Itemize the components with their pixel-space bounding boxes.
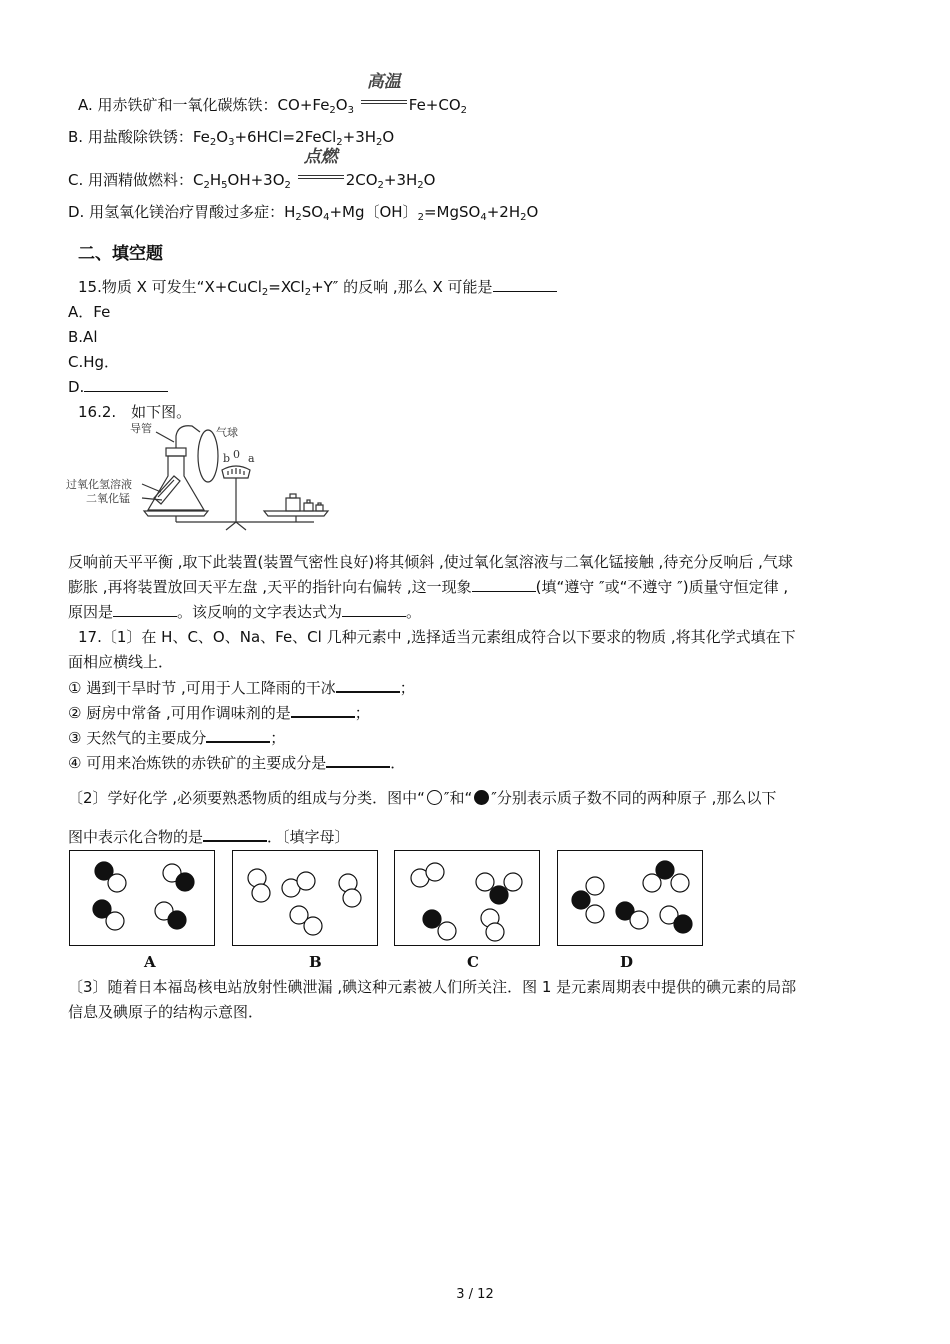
label-balloon: 气球: [216, 426, 238, 439]
option-c: C. 用酒精做燃料：$C_2H_5OH+3O_2$ 点燃 $2CO_2+3H_2O$: [68, 147, 436, 191]
q16-text-line2: 膨胀 ,再将装置放回天平左盘 ,天平的指针向右偏转 ,这一现象 (填“遵守 ″或“不遵守 ″)质量守恒定律 ,: [68, 578, 789, 596]
black-atom-icon: [474, 790, 489, 805]
q15-option-c: C.Hg．: [68, 353, 120, 371]
answer-blank[interactable]: [84, 377, 168, 392]
answer-blank[interactable]: [291, 702, 355, 718]
label-tube: 导管: [130, 422, 152, 435]
option-a: A. 用赤铁矿和一氧化碳炼铁：$CO+Fe_2O_3$ 高温 $Fe+CO_2$: [78, 72, 468, 116]
white-atom-icon: [427, 790, 442, 805]
q17-p1-line2: 面相应横线上．: [68, 653, 174, 671]
label-h2o2: 过氧化氢溶液: [66, 478, 132, 491]
section-title: 二、填空题: [78, 244, 163, 264]
q16-text-line1: 反响前天平平衡 ,取下此装置(装置气密性良好)将其倾斜 ,使过氧化氢溶液与二氧化锰接触 ,待充分反响后 ,气球: [68, 553, 793, 571]
answer-blank[interactable]: [203, 826, 267, 842]
molecule-box-c[interactable]: [394, 850, 540, 946]
box-label-d: D: [620, 953, 634, 971]
molecule-box-b[interactable]: [232, 850, 378, 946]
q16-text-line3: 原因是 。该反响的文字表达式为 。: [68, 603, 422, 621]
answer-blank[interactable]: [113, 602, 177, 617]
label-mno2: 二氧化锰: [86, 492, 130, 505]
answer-blank[interactable]: [342, 602, 406, 617]
q15-stem: 15.物质 X 可发生“X+CuCl$_2$=XCl$_2$+Y″ 的反响 ,那么 X 可能是: [78, 277, 557, 303]
answer-blank[interactable]: [206, 727, 270, 743]
label-b: b: [223, 452, 231, 465]
balance-apparatus-figure: [66, 418, 336, 533]
page-number: 3 / 12: [456, 1287, 494, 1302]
q15-option-a: A．Fe: [68, 303, 111, 321]
box-label-b: B: [309, 953, 322, 971]
q17-p3-line1: 〔3〕随着日本福岛核电站放射性碘泄漏 ,碘这种元素被人们所关注．图 1 是元素周期表中提供的碘元素的局部: [68, 978, 797, 996]
q16-stem: 16.2. 如下图。: [78, 403, 192, 421]
q17-item3: ③ 天然气的主要成分 ；: [68, 729, 286, 747]
label-0: 0: [233, 448, 240, 461]
condition-ignite: 点燃: [298, 165, 344, 185]
answer-blank[interactable]: [472, 577, 536, 592]
answer-blank[interactable]: [336, 677, 400, 693]
molecule-diagram-d: [558, 851, 702, 945]
q15-option-d: D.: [68, 377, 168, 397]
condition-high-temperature: 高温: [361, 90, 407, 110]
answer-blank[interactable]: [326, 752, 390, 768]
q15-option-b: B.Al: [68, 328, 98, 346]
molecule-box-a[interactable]: [69, 850, 215, 946]
option-b: B. 用盐酸除铁锈：$Fe_2O_3+6HCl=2FeCl_2+3H_2O$: [68, 128, 395, 148]
answer-blank[interactable]: [493, 277, 557, 292]
q17-p3-line2: 信息及碘原子的结构示意图．: [68, 1003, 264, 1021]
label-a: a: [248, 452, 255, 465]
option-d: D. 用氢氧化镁治疗胃酸过多症：$H_2SO_4+Mg$〔OH〕$_2=MgSO_4+2H_2O$: [68, 203, 539, 223]
q17-p2-line2: 图中表示化合物的是 ．〔填字母〕: [68, 828, 350, 846]
q17-item1: ① 遇到干旱时节 ,可用于人工降雨的干冰 ；: [68, 679, 415, 697]
q17-p1-line1: 17.〔1〕在 H、C、O、Na、Fe、Cl 几种元素中 ,选择适当元素组成符合以下要求的物质 ,将其化学式填在下: [78, 628, 796, 646]
molecule-diagram-b: [233, 851, 377, 945]
box-label-a: A: [144, 953, 156, 971]
molecule-diagram-c: [395, 851, 539, 945]
q17-item4: ④ 可用来冶炼铁的赤铁矿的主要成分是 ．: [68, 754, 406, 772]
q17-item2: ② 厨房中常备 ,可用作调味剂的是 ；: [68, 704, 370, 722]
box-label-c: C: [467, 953, 479, 971]
q17-p2-line1: 〔2〕学好化学 ,必须要熟悉物质的组成与分类．图中“ ″和“ ″分别表示质子数不同的两种原子 ,那么以下: [68, 789, 777, 807]
molecule-box-d[interactable]: [557, 850, 703, 946]
molecule-diagram-a: [70, 851, 214, 945]
